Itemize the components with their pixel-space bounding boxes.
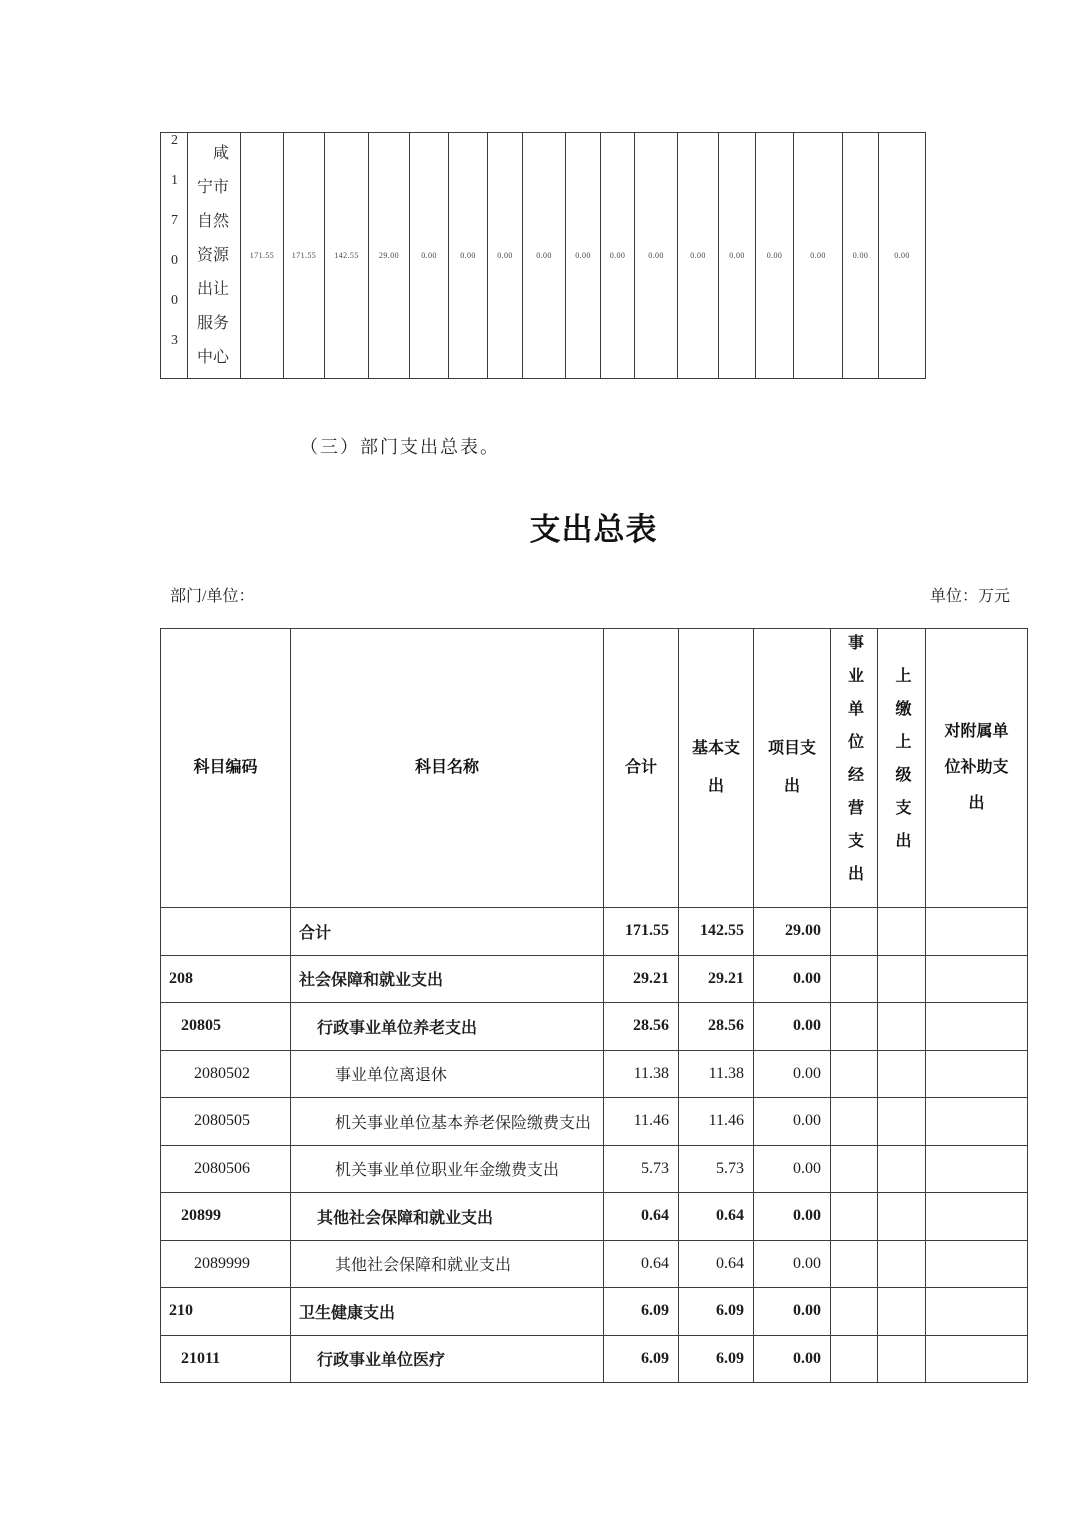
unit-amount-cell: 0.00	[601, 133, 635, 379]
cell-total: 6.09	[604, 1288, 679, 1336]
cell-project: 0.00	[754, 955, 831, 1003]
expense-row	[161, 1288, 1028, 1336]
cell-subject-name: 合计	[291, 908, 604, 956]
cell-subject-code: 2080505	[161, 1098, 291, 1146]
cell-basic: 0.64	[679, 1240, 754, 1288]
cell-subsidy	[926, 1098, 1028, 1146]
unit-code-cell	[161, 133, 188, 379]
cell-subsidy	[926, 908, 1028, 956]
cell-total: 5.73	[604, 1145, 679, 1193]
cell-upper	[878, 1050, 926, 1098]
department-unit-label: 部门/单位：	[170, 588, 255, 605]
col-header-project-expense: 项目支出	[754, 629, 831, 908]
cell-subject-name: 其他社会保障和就业支出	[291, 1193, 604, 1241]
unit-amount-cell: 0.00	[410, 133, 449, 379]
cell-upper	[878, 908, 926, 956]
cell-subject-name: 事业单位离退休	[291, 1050, 604, 1098]
cell-basic: 6.09	[679, 1288, 754, 1336]
unit-amount-cell: 29.00	[369, 133, 410, 379]
cell-subject-code: 20899	[161, 1193, 291, 1241]
col-header-basic-expense: 基本支出	[679, 629, 754, 908]
cell-upper	[878, 1240, 926, 1288]
cell-operating	[831, 1288, 878, 1336]
unit-name-cell	[188, 133, 241, 379]
cell-project: 0.00	[754, 1050, 831, 1098]
unit-name: 咸宁市自然资源出让服务中心	[197, 144, 230, 366]
cell-subject-name: 机关事业单位基本养老保险缴费支出	[291, 1098, 604, 1146]
cell-subject-code	[161, 908, 291, 956]
unit-amount-cell: 0.00	[635, 133, 678, 379]
cell-total: 29.21	[604, 955, 679, 1003]
cell-upper	[878, 955, 926, 1003]
cell-subject-code: 2089999	[161, 1240, 291, 1288]
expense-row	[161, 1240, 1028, 1288]
expense-row	[161, 1050, 1028, 1098]
cell-basic: 5.73	[679, 1145, 754, 1193]
cell-upper	[878, 1145, 926, 1193]
unit-amount-cell: 0.00	[843, 133, 879, 379]
cell-subject-name: 行政事业单位医疗	[291, 1335, 604, 1383]
cell-total: 171.55	[604, 908, 679, 956]
cell-operating	[831, 1193, 878, 1241]
cell-subsidy	[926, 1193, 1028, 1241]
cell-subject-name: 社会保障和就业支出	[291, 955, 604, 1003]
currency-unit-label: 单位：万元	[929, 588, 1010, 605]
section-heading: （三）部门支出总表。	[300, 437, 500, 457]
expense-row	[161, 1193, 1028, 1241]
cell-project: 0.00	[754, 1193, 831, 1241]
unit-amount-cell: 0.00	[566, 133, 601, 379]
expense-row	[161, 1335, 1028, 1383]
cell-total: 0.64	[604, 1240, 679, 1288]
unit-amount-cell: 142.55	[325, 133, 369, 379]
table-meta-row	[160, 583, 1010, 606]
cell-subsidy	[926, 1003, 1028, 1051]
cell-operating	[831, 1335, 878, 1383]
cell-subsidy	[926, 955, 1028, 1003]
cell-basic: 6.09	[679, 1335, 754, 1383]
cell-operating	[831, 1240, 878, 1288]
expense-row	[161, 1098, 1028, 1146]
unit-amount-cell: 0.00	[488, 133, 523, 379]
col-header-upper-level-expense: 上缴上级支出	[878, 629, 926, 908]
cell-subject-code: 21011	[161, 1335, 291, 1383]
cell-basic: 29.21	[679, 955, 754, 1003]
cell-subject-name: 其他社会保障和就业支出	[291, 1240, 604, 1288]
cell-subject-name: 行政事业单位养老支出	[291, 1003, 604, 1051]
cell-basic: 11.46	[679, 1098, 754, 1146]
expense-header-row	[161, 629, 1028, 908]
cell-project: 0.00	[754, 1145, 831, 1193]
cell-subject-code: 210	[161, 1288, 291, 1336]
cell-operating	[831, 908, 878, 956]
cell-upper	[878, 1098, 926, 1146]
cell-subject-code: 208	[161, 955, 291, 1003]
unit-amount-cell: 0.00	[719, 133, 756, 379]
unit-amount-cell: 0.00	[449, 133, 488, 379]
unit-amount-cell: 171.55	[284, 133, 325, 379]
cell-subsidy	[926, 1335, 1028, 1383]
cell-subject-name: 卫生健康支出	[291, 1288, 604, 1336]
cell-subject-code: 20805	[161, 1003, 291, 1051]
unit-code: 217003	[167, 133, 182, 373]
cell-subsidy	[926, 1050, 1028, 1098]
cell-basic: 142.55	[679, 908, 754, 956]
cell-upper	[878, 1193, 926, 1241]
cell-project: 0.00	[754, 1003, 831, 1051]
expense-row	[161, 1145, 1028, 1193]
cell-project: 29.00	[754, 908, 831, 956]
cell-basic: 11.38	[679, 1050, 754, 1098]
col-header-affiliated-subsidy: 对附属单位补助支出	[926, 629, 1028, 908]
unit-amount-cell: 0.00	[523, 133, 566, 379]
expense-row	[161, 908, 1028, 956]
cell-upper	[878, 1288, 926, 1336]
cell-project: 0.00	[754, 1335, 831, 1383]
cell-subsidy	[926, 1145, 1028, 1193]
unit-amount-cell: 0.00	[879, 133, 926, 379]
cell-upper	[878, 1003, 926, 1051]
col-header-total: 合计	[604, 629, 679, 908]
cell-subject-name: 机关事业单位职业年金缴费支出	[291, 1145, 604, 1193]
unit-amount-cell: 0.00	[756, 133, 794, 379]
cell-project: 0.00	[754, 1288, 831, 1336]
unit-summary-table	[160, 132, 926, 379]
cell-basic: 28.56	[679, 1003, 754, 1051]
unit-amount-cell: 171.55	[241, 133, 284, 379]
cell-total: 11.46	[604, 1098, 679, 1146]
cell-operating	[831, 1050, 878, 1098]
cell-subsidy	[926, 1240, 1028, 1288]
cell-subject-code: 2080502	[161, 1050, 291, 1098]
cell-basic: 0.64	[679, 1193, 754, 1241]
expense-summary-table	[160, 628, 1028, 1383]
expense-row	[161, 955, 1028, 1003]
expense-row	[161, 1003, 1028, 1051]
cell-total: 11.38	[604, 1050, 679, 1098]
cell-operating	[831, 1145, 878, 1193]
col-header-subject-name: 科目名称	[291, 629, 604, 908]
cell-subject-code: 2080506	[161, 1145, 291, 1193]
cell-project: 0.00	[754, 1240, 831, 1288]
unit-amount-cell: 0.00	[678, 133, 719, 379]
cell-operating	[831, 955, 878, 1003]
unit-summary-row	[161, 133, 926, 379]
cell-total: 6.09	[604, 1335, 679, 1383]
cell-operating	[831, 1098, 878, 1146]
cell-project: 0.00	[754, 1098, 831, 1146]
unit-amount-cell: 0.00	[794, 133, 843, 379]
cell-upper	[878, 1335, 926, 1383]
cell-operating	[831, 1003, 878, 1051]
cell-subsidy	[926, 1288, 1028, 1336]
col-header-operating-expense: 事业单位经营支出	[831, 629, 878, 908]
page-title: 支出总表	[529, 512, 658, 547]
col-header-subject-code: 科目编码	[161, 629, 291, 908]
cell-total: 0.64	[604, 1193, 679, 1241]
cell-total: 28.56	[604, 1003, 679, 1051]
